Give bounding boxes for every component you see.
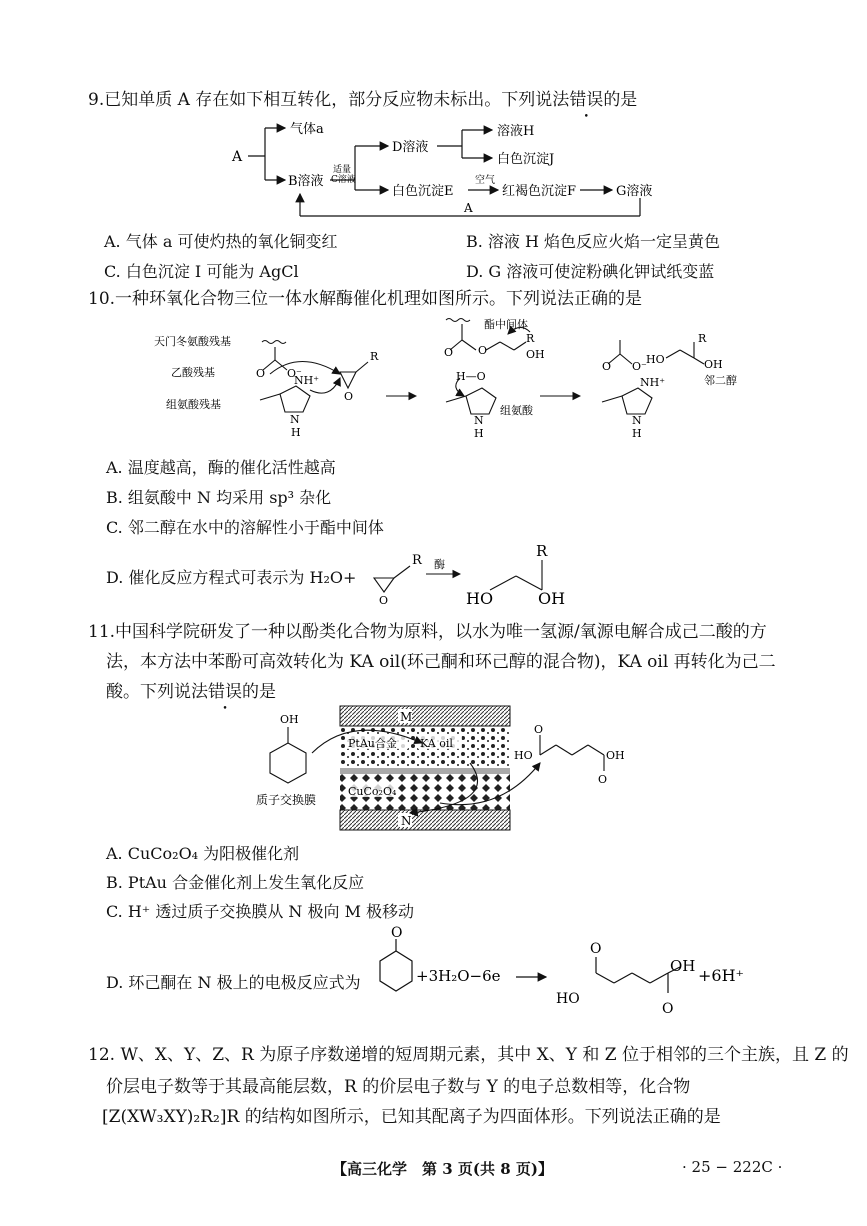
q10-left-nh: NH⁺: [294, 374, 320, 387]
q9-node-a: A: [232, 149, 243, 165]
q9-option-b: B. 溶液 H 焰色反应火焰一定呈黄色: [466, 232, 721, 251]
q10-option-b: B. 组氨酸中 N 均采用 sp³ 杂化: [106, 488, 332, 507]
q9-option-d: D. G 溶液可使淀粉碘化钾试纸变蓝: [466, 262, 715, 281]
q10-left-h: H: [291, 426, 301, 439]
q11-label-membrane: 质子交换膜: [256, 793, 317, 807]
q9-emphasis: 错误: [569, 90, 604, 110]
q10-right-r: R: [698, 332, 707, 345]
q10-option-c: C. 邻二醇在水中的溶解性小于酯中间体: [106, 518, 384, 537]
q10-mid-oh: OH: [526, 348, 545, 361]
q10-mid-o: O: [444, 346, 454, 359]
q12-line2: 价层电子数等于其最高能层数，R 的价层电子数与 Y 的电子总数相等，化合物: [106, 1077, 691, 1097]
q9-cond-bottom: C溶液: [331, 175, 356, 185]
q11-line1: 11.中国科学院研发了一种以酚类化合物为原料，以水为唯一氢源/氧源电解合成己二酸的方: [88, 622, 767, 642]
q9-node-e: 白色沉淀E: [392, 184, 454, 199]
q11-option-d-text: D. 环己酮在 N 极上的电极反应式为: [106, 973, 361, 992]
q11-acid-o: O: [534, 723, 544, 736]
q11-option-d-equation: [376, 925, 796, 1025]
q10-label-his: 组氨酸残基: [166, 398, 221, 411]
q11-label-m: M: [400, 710, 413, 724]
page-footer: 【高三化学 第 3 页(共 8 页)】: [332, 1160, 553, 1178]
q11-d-o2: O: [590, 941, 602, 957]
q9-node-gas-a: 气体a: [290, 122, 324, 137]
q11-d-mid: +3H₂O−6e: [416, 967, 501, 985]
q10-right-o: O: [602, 360, 612, 373]
q10-label-diol: 邻二醇: [704, 374, 737, 387]
q10-mid-o2: O: [478, 344, 488, 357]
q11-option-b: B. PtAu 合金催化剂上发生氧化反应: [106, 873, 365, 892]
q11-acid-o2: O: [598, 773, 608, 786]
q10-mid-r: R: [526, 332, 535, 345]
q10-right-ho: HO: [646, 353, 665, 366]
q10-label-asp: 天门冬氨酸残基: [154, 335, 231, 348]
q11-label-cuco: CuCo₂O₄: [348, 785, 397, 798]
q11-d-post: +6H⁺: [698, 966, 744, 985]
q11-diagram: [0, 703, 867, 833]
q11-option-c: C. H⁺ 透过质子交换膜从 N 极向 M 极移动: [106, 902, 415, 921]
q10-left-o: O: [256, 367, 266, 380]
q10-left-r: R: [370, 350, 379, 363]
q10-label-ester: 酯中间体: [484, 318, 528, 331]
q11-line2: 法，本方法中苯酚可高效转化为 KA oil(环己酮和环己醇的混合物)，KA oil 再转化为己二: [106, 652, 776, 672]
q10-d-oh: OH: [538, 589, 566, 608]
q10-mid-n: N: [474, 414, 484, 427]
q11-line3: 酸。下列说法错误的是: [106, 682, 276, 702]
q9-node-g: G溶液: [616, 184, 653, 199]
q10-d-o: O: [379, 594, 389, 607]
q10-d-ho: HO: [466, 589, 494, 608]
q9-diagram: [0, 112, 867, 222]
q10-label-acetic: 乙酸残基: [171, 366, 215, 379]
page-code: · 25 − 222C ·: [682, 1158, 783, 1176]
q11-d-ho: HO: [556, 991, 580, 1007]
q9-option-a: A. 气体 a 可使灼热的氧化铜变红: [104, 232, 338, 251]
q11-phenol-oh: OH: [280, 713, 299, 726]
q9-node-j: 白色沉淀J: [497, 152, 555, 167]
q10-option-d: D. 催化反应方程式可表示为 H₂O+: [106, 568, 357, 587]
q11-label-n: N: [401, 814, 412, 828]
q10-label-histidine: 组氨酸: [500, 404, 533, 417]
q10-diagram: [0, 312, 867, 447]
q12-line1: 12. W、X、Y、Z、R 为原子序数递增的短周期元素，其中 X、Y 和 Z 位于相邻的三个主族，且 Z 的: [88, 1045, 849, 1065]
q9-node-h: 溶液H: [497, 124, 535, 139]
q10-left-n: N: [290, 413, 300, 426]
q9-cond-top: 适量: [333, 165, 352, 175]
q11-emphasis: 错误: [208, 682, 242, 702]
q10-left-epo: O: [344, 390, 354, 403]
q11-acid-oh: OH: [606, 749, 625, 762]
q10-d-enzyme: 酶: [434, 558, 445, 571]
q10-option-a: A. 温度越高，酶的催化活性越高: [106, 458, 336, 477]
q10-right-h: H: [632, 427, 642, 440]
q10-d-product-r: R: [536, 542, 548, 560]
q9-stem: 9.已知单质 A 存在如下相互转化，部分反应物未标出。下列说法错误的是: [88, 90, 638, 110]
q11-option-a: A. CuCo₂O₄ 为阳极催化剂: [106, 844, 300, 863]
q9-option-c: C. 白色沉淀 I 可能为 AgCl: [104, 262, 299, 281]
q11-d-o: O: [391, 925, 403, 941]
q10-option-d-structure: [370, 540, 590, 610]
q10-right-oh: OH: [704, 358, 723, 371]
q10-left-ominus: O⁻: [287, 367, 302, 380]
q11-d-oh: OH: [670, 957, 696, 975]
q11-label-ptau: PtAu合金: [348, 737, 397, 750]
q9-node-d: D溶液: [392, 140, 429, 155]
q10-stem: 10.一种环氧化合物三位一体水解酶催化机理如图所示。下列说法正确的是: [88, 289, 643, 309]
q10-mid-ho: H—O: [456, 370, 486, 383]
q9-back-a: A: [464, 201, 473, 215]
q11-label-kaoil: KA oil: [420, 737, 453, 750]
q9-air: 空气: [475, 175, 495, 186]
q11-acid-ho: HO: [514, 749, 533, 762]
q12-line3: [Z(XW₃XY)₂R₂]R 的结构如图所示，已知其配离子为四面体形。下列说法正确的是: [102, 1107, 721, 1127]
q10-right-ominus: O⁻: [632, 360, 647, 373]
q9-node-f: 红褐色沉淀F: [502, 184, 577, 199]
q9-node-b: B溶液: [288, 174, 324, 189]
q10-mid-h: H: [474, 427, 484, 440]
q10-d-r: R: [412, 553, 422, 568]
q10-right-nh: NH⁺: [640, 376, 666, 389]
q10-right-n: N: [632, 414, 642, 427]
q11-d-o3: O: [662, 1001, 674, 1017]
